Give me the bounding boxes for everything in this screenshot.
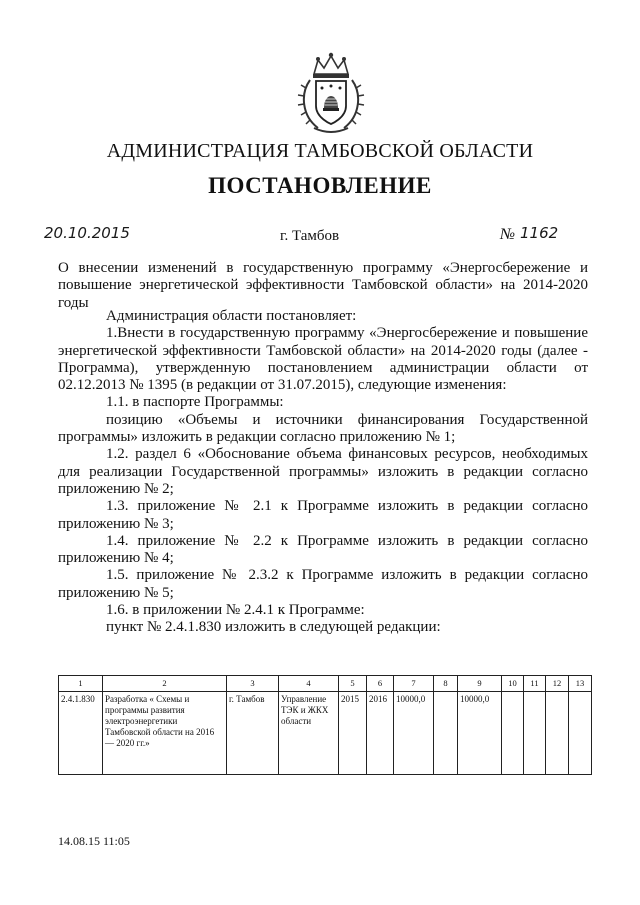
table-header-cell: 8 [434, 676, 458, 692]
table-header-cell: 1 [59, 676, 103, 692]
document-type-title: ПОСТАНОВЛЕНИЕ [208, 173, 432, 198]
body-paragraph: 1.Внести в государственную программу «Энергосбережение и повышение энергетической эффективности Тамбовской области» на 2014-2020 годы (далее - Программа), утвержденную постановлением администрации области от 02.12.2013 № 1395 (в редакции от 31.07.2015), следующие изменения: [58, 325, 588, 394]
table-header-cell: 6 [367, 676, 394, 692]
table-cell: 2016 [367, 692, 394, 775]
table-cell [434, 692, 458, 775]
print-timestamp: 14.08.15 11:05 [58, 834, 130, 848]
body-paragraph: 1.6. в приложении № 2.4.1 к Программе: [106, 602, 365, 619]
city-name: г. Тамбов [280, 228, 340, 244]
table-cell: 2.4.1.830 [59, 692, 103, 775]
table-row [59, 692, 592, 775]
handwritten-number: 1162 [520, 224, 559, 242]
table-header-cell: 11 [524, 676, 546, 692]
table-header-cell: 7 [394, 676, 434, 692]
table-cell: Разработка « Схемы и программы развития электроэнергетики Тамбовской области на 2016 — 2020 гг.» [103, 692, 227, 775]
body-paragraph: 1.3. приложение № 2.1 к Программе изложить в редакции согласно приложению № 3; [58, 498, 588, 532]
table-header-cell: 13 [569, 676, 592, 692]
table-header-cell: 9 [458, 676, 502, 692]
table-header-cell: 2 [103, 676, 227, 692]
agency-name: АДМИНИСТРАЦИЯ ТАМБОВСКОЙ ОБЛАСТИ [106, 140, 534, 162]
program-table [58, 675, 592, 775]
table-header-cell: 3 [227, 676, 279, 692]
table-header-cell: 10 [502, 676, 524, 692]
table-header-row [59, 676, 592, 692]
document-body [58, 308, 588, 637]
table-cell [502, 692, 524, 775]
table-cell: 10000,0 [458, 692, 502, 775]
table-cell: Управление ТЭК и ЖКХ области [279, 692, 339, 775]
body-paragraph: 1.5. приложение № 2.3.2 к Программе изложить в редакции согласно приложению № 5; [58, 567, 588, 601]
handwritten-date: 20.10.2015 [44, 224, 130, 242]
body-paragraph: пункт № 2.4.1.830 изложить в следующей редакции: [106, 619, 441, 636]
table-cell [546, 692, 569, 775]
body-paragraph: 1.4. приложение № 2.2 к Программе изложить в редакции согласно приложению № 4; [58, 532, 588, 567]
number-label: № [500, 226, 516, 243]
table-cell [569, 692, 592, 775]
table-cell [524, 692, 546, 775]
coat-of-arms-emblem [296, 50, 366, 136]
table-cell: 10000,0 [394, 692, 434, 775]
table-header-cell: 5 [339, 676, 367, 692]
body-paragraph: 1.1. в паспорте Программы: [106, 394, 284, 411]
subject-line: О внесении изменений в государственную программу «Энергосбережение и повышение энергетической эффективности Тамбовской области» на 2014-2020 годы [58, 260, 588, 311]
body-paragraph: позицию «Объемы и источники финансирования Государственной программы» изложить в редакции согласно приложению № 1; [58, 411, 588, 446]
table-header-cell: 12 [546, 676, 569, 692]
body-paragraph: Администрация области постановляет: [106, 308, 357, 324]
table-cell: г. Тамбов [227, 692, 279, 775]
table-header-cell: 4 [279, 676, 339, 692]
table-cell: 2015 [339, 692, 367, 775]
body-paragraph: 1.2. раздел 6 «Обоснование объема финансовых ресурсов, необходимых для реализации Государственной программы» изложить в редакции согласно приложению № 2; [58, 446, 588, 497]
